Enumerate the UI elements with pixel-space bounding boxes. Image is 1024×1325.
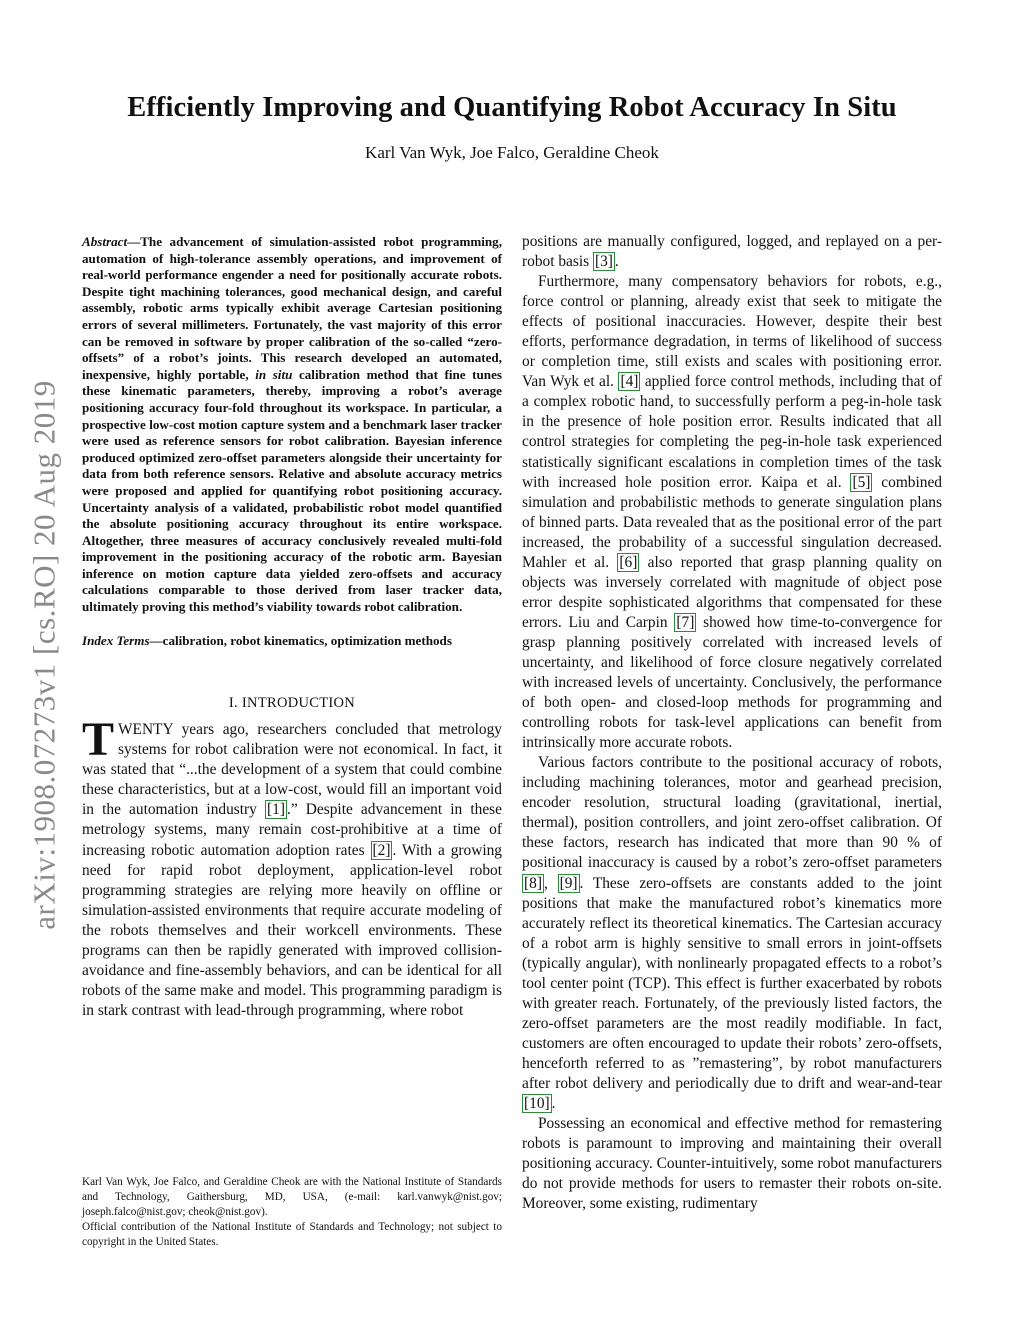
- right-text-3sep: ,: [543, 874, 558, 892]
- right-text-1b: .: [614, 253, 619, 271]
- abstract: [82, 234, 502, 616]
- dropcap-letter: T: [82, 713, 115, 767]
- right-text-1a: positions are manually configured, logged, and replayed on a per-robot basis: [522, 233, 942, 271]
- author-footnote: [82, 1175, 502, 1250]
- paper-title: Efficiently Improving and Quantifying Robot Accuracy In Situ: [127, 92, 897, 123]
- right-paragraph-1: [522, 232, 942, 272]
- introduction-body: [82, 713, 503, 1021]
- footnote-affiliation: Karl Van Wyk, Joe Falco, and Geraldine Cheok are with the National Institute of Standards and Technology, Gaithersburg, MD, USA, (e-mail: karl.vanwyk@nist.gov; joseph.falco@nist.gov; cheok@nist.gov).: [82, 1176, 502, 1218]
- intro-text-c: . With a growing need for rapid robot deployment, application-level robot programming strategies are relying more heavily on offline or simulation-assisted environments that require accurate modeling of the robots themselves and their workcell environments. These programs can then be rapidly generated with improved collision-avoidance and fine-assembly behaviors, and can be identical for all robots of the same make and model. This programming paradigm is in stark contrast with lead-through programming, where robot: [82, 841, 503, 1019]
- index-terms: [82, 633, 502, 650]
- abstract-italic: in situ: [255, 366, 293, 382]
- citation-9[interactable]: [9]: [559, 874, 578, 892]
- right-body: [522, 232, 942, 1214]
- paper-authors: Karl Van Wyk, Joe Falco, Geraldine Cheok: [365, 143, 659, 162]
- right-text-2c: combined simulation and probabilistic methods to generate singulation plans of binned parts. Data revealed that as the positional error of the part increased, the probability of a successful singulation decreased. Mahler et al.: [522, 473, 942, 571]
- intro-text-b: .” Despite advancement in these metrology systems, many remain cost-prohibitive at a time of increasing robotic automation adoption rates: [82, 801, 502, 859]
- abstract-text-2: calibration method that fine tunes these kinematic parameters, thereby, improving a robot’s average positioning accuracy four-fold throughout its workspace. In particular, a prospective low-cost motion capture system and a benchmark laser tracker were used as reference sensors for robot calibration. Bayesian inference produced optimized zero-offset parameters alongside their uncertainty for data from both reference sensors. Relative and absolute accuracy metrics were proposed and applied for quantifying robot positioning accuracy. Uncertainty analysis of a validated, probabilistic robot model quantified the absolute positioning accuracy throughout its entire workspace. Altogether, three measures of accuracy conclusively revealed multi-fold improvement in the positioning accuracy of the robotic arm. Bayesian inference on motion capture data yielded zero-offsets and accuracy calculations comparable to those derived from laser tracker data, ultimately proving this method’s viability towards robot calibration.: [82, 366, 502, 615]
- citation-10[interactable]: [10]: [524, 1095, 550, 1113]
- intro-paragraph-1: [82, 713, 503, 1021]
- right-paragraph-4: Possessing an economical and effective method for remastering robots is paramount to improving and maintaining their overall positioning accuracy. Counter-intuitively, some robot manufacturers do not provide methods for users to remaster their robots on-site. Moreover, some existing, rudimentary: [522, 1115, 942, 1213]
- citation-6[interactable]: [6]: [619, 553, 638, 571]
- section-number: I.: [228, 695, 242, 712]
- abstract-label: Abstract: [82, 234, 128, 249]
- right-paragraph-2: [522, 272, 942, 753]
- intro-text-a: WENTY years ago, researchers concluded that metrology systems for robot calibration were not economical. In fact, it was stated that “...the development of a system that could combine these characteristics, but at a low-cost, would fill an important void in the automation industry: [82, 721, 502, 819]
- right-text-3b: . These zero-offsets are constants added to the joint positions that make the manufactured robot’s kinematics more accurately reflect its theoretical kinematics. The Cartesian accuracy of a robot arm is highly sensitive to small errors in joint-offsets (typically angular), with nonlinearly propagated effects to a robot’s tool center point (TCP). This effect is further exacerbated by robots with greater reach. Fortunately, of the previously listed factors, the zero-offset parameters are the most readily modifiable. In fact, customers are often encouraged to update their robots’ zero-offsets, henceforth referred to as ”remastering”, by robot manufacturers after robot delivery and periodically due to drift and wear-and-tear: [522, 874, 942, 1092]
- arxiv-identifier: arXiv:1908.07273v1 [cs.RO] 20 Aug 2019: [27, 380, 62, 930]
- right-text-2e: showed how time-to-convergence for grasp planning positively correlated with increased levels of uncertainty, and likelihood of force closure negatively correlated with increased levels of uncertainty. Conclusively, the performance of both open- and closed-loop methods for programming and controlling robots for task-level applications can benefit from intrinsically more accurate robots.: [522, 613, 942, 752]
- abstract-text-1: —The advancement of simulation-assisted robot programming, automation of high-tolerance assembly operations, and improvement of real-world performance engender a need for positionally accurate robots. Despite tight machining tolerances, good mechanical design, and careful assembly, robotic arms typically exhibit average Cartesian positioning errors of several millimeters. Fortunately, the vast majority of this error can be removed in software by proper calibration of the so-called “zero-offsets” of a robot’s joints. This research developed an automated, inexpensive, highly portable,: [82, 234, 502, 382]
- citation-3[interactable]: [3]: [594, 253, 613, 271]
- right-text-3a: Various factors contribute to the positional accuracy of robots, including machining tolerances, motor and gearhead precision, encoder resolution, structural loading (gravitational, inertial, thermal), position controllers, and joint zero-offset calibration. Of these factors, research has indicated that more than 90 % of positional inaccuracy is caused by a robot’s zero-offset parameters: [522, 754, 942, 872]
- footnote-copyright: Official contribution of the National Institute of Standards and Technology; not subject to copyright in the United States.: [82, 1221, 502, 1248]
- section-heading-introduction: [82, 695, 502, 712]
- citation-2[interactable]: [2]: [372, 841, 391, 859]
- right-text-2a: Furthermore, many compensatory behaviors for robots, e.g., force control or planning, already exist that seek to mitigate the effects of positional inaccuracies. However, despite their best efforts, performance degradation, in terms of likelihood of success or completion time, still exists and scales with positioning error. Van Wyk et al.: [522, 273, 942, 391]
- index-terms-text: —calibration, robot kinematics, optimization methods: [149, 632, 452, 648]
- right-text-3c: .: [551, 1095, 556, 1113]
- section-title-rest: NTRODUCTION: [247, 695, 356, 712]
- citation-5[interactable]: [5]: [852, 473, 871, 491]
- citation-7[interactable]: [7]: [676, 613, 695, 631]
- index-terms-label: Index Terms: [82, 632, 150, 648]
- right-text-2d: also reported that grasp planning quality on objects was inversely correlated with magnitude of object pose error despite sophisticated algorithms that compensated for these errors. Liu and Carpin: [522, 553, 942, 631]
- right-text-2b: applied force control methods, including that of a complex robotic hand, to successfully perform a peg-in-hole task in the presence of hole position error. Results indicated that all control strategies for completing the peg-in-hole task experienced statistically significant escalations in completion times of the task with increased hole position error. Kaipa et al.: [522, 373, 942, 491]
- arxiv-side-stamp: [24, 345, 66, 965]
- citation-1[interactable]: [1]: [267, 801, 285, 819]
- section-first-letter: I: [241, 695, 248, 712]
- citation-8[interactable]: [8]: [524, 874, 542, 892]
- citation-4[interactable]: [4]: [620, 373, 639, 391]
- right-column: [522, 232, 942, 1214]
- right-paragraph-3: [522, 753, 942, 1114]
- left-column: [82, 234, 502, 1021]
